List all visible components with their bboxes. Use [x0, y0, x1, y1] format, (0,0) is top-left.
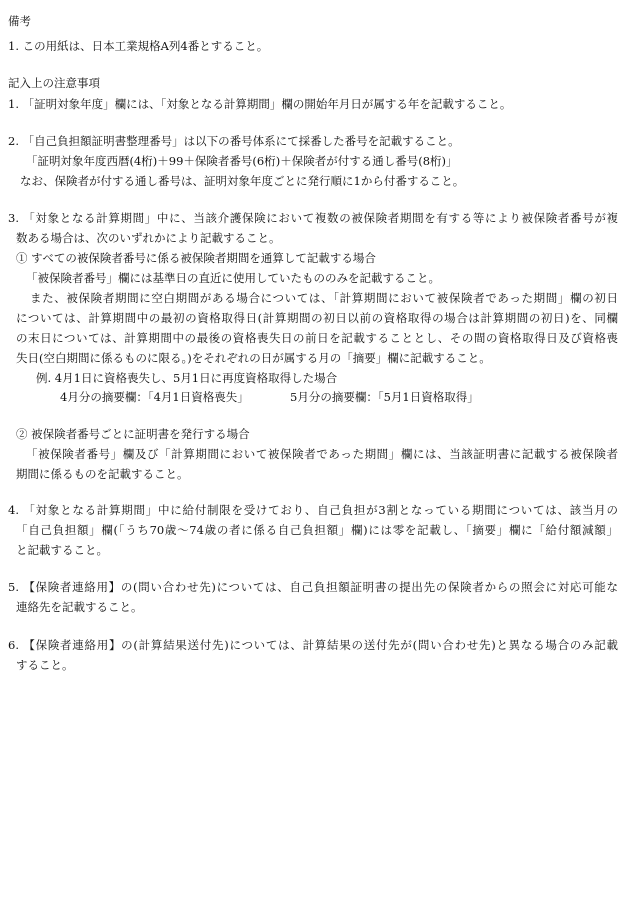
note-2-line-1: 2. 「自己負担額証明書整理番号」は以下の番号体系にて採番した番号を記載すること。	[8, 134, 460, 148]
note-3-example-title: 例. 4月1日に資格喪失し、5月1日に再度資格取得した場合	[36, 371, 338, 385]
note-6-line-2: すること。	[16, 658, 74, 672]
note-3-sub-2-title: ② 被保険者番号ごとに証明書を発行する場合	[16, 427, 250, 441]
note-3-example-april: 4月分の摘要欄：「4月1日資格喪失」	[60, 390, 249, 404]
note-6-line-1: 6. 【保険者連絡用】の(計算結果送付先)については、計算結果の送付先が(問い合わせ先)と異なる場合のみ記載	[8, 638, 618, 652]
biko-item-1: 1. この用紙は、日本工業規格A列4番とすること。	[8, 39, 269, 53]
note-3-example-may: 5月分の摘要欄：「5月1日資格取得」	[290, 390, 479, 404]
note-2-line-3: なお、保険者が付する通し番号は、証明対象年度ごとに発行順に1から付番すること。	[20, 174, 465, 188]
note-3-sub-1-line-2: また、被保険者期間に空白期間がある場合については、「計算期間において被保険者であった期間」欄の初日	[30, 291, 618, 305]
biko-heading: 備考	[8, 14, 31, 28]
note-3-line-2: 数ある場合は、次のいずれかにより記載すること。	[16, 231, 281, 245]
note-3-sub-1-line-4: の末日については、計算期間中の最後の資格喪失日の前日を記載することとし、その間の資格取得日及び資格喪	[16, 331, 618, 345]
note-3-sub-1-title: ① すべての被保険者番号に係る被保険者期間を通算して記載する場合	[16, 251, 376, 265]
note-3-sub-1-line-3: については、計算期間中の最初の資格取得日(計算期間の初日以前の資格取得の場合は計算期間の初日)を、同欄	[16, 311, 618, 325]
note-2-line-2: 「証明対象年度西暦(4桁)＋99＋保険者番号(6桁)＋保険者が付する通し番号(8桁)」	[26, 154, 458, 168]
note-3-line-1: 3. 「対象となる計算期間」中に、当該介護保険において複数の被保険者期間を有する等により被保険者番号が複	[8, 211, 618, 225]
notes-heading: 記入上の注意事項	[8, 76, 100, 90]
note-4-line-2: 「自己負担額」欄(「うち70歳～74歳の者に係る自己負担額」欄)には零を記載し、「摘要」欄に「給付額減額」	[16, 523, 618, 537]
note-3-sub-1-line-1: 「被保険者番号」欄には基準日の直近に使用していたもののみを記載すること。	[26, 271, 440, 285]
note-3-sub-2-line-2: 期間に係るものを記載すること。	[16, 467, 189, 481]
note-4-line-1: 4. 「対象となる計算期間」中に給付制限を受けており、自己負担が3割となっている期間については、該当月の	[8, 503, 618, 517]
note-5-line-1: 5. 【保険者連絡用】の(問い合わせ先)については、自己負担額証明書の提出先の保険者からの照会に対応可能な	[8, 580, 618, 594]
note-3-sub-2-line-1: 「被保険者番号」欄及び「計算期間において被保険者であった期間」欄には、当該証明書に記載する被保険者	[26, 447, 618, 461]
note-4-line-3: と記載すること。	[16, 543, 108, 557]
note-1: 1. 「証明対象年度」欄には、「対象となる計算期間」欄の開始年月日が属する年を記載すること。	[8, 97, 512, 111]
note-3-sub-1-line-5: 失日(空白期間に係るものに限る。)をそれぞれの日が属する月の「摘要」欄に記載すること。	[16, 351, 491, 365]
note-5-line-2: 連絡先を記載すること。	[16, 600, 143, 614]
